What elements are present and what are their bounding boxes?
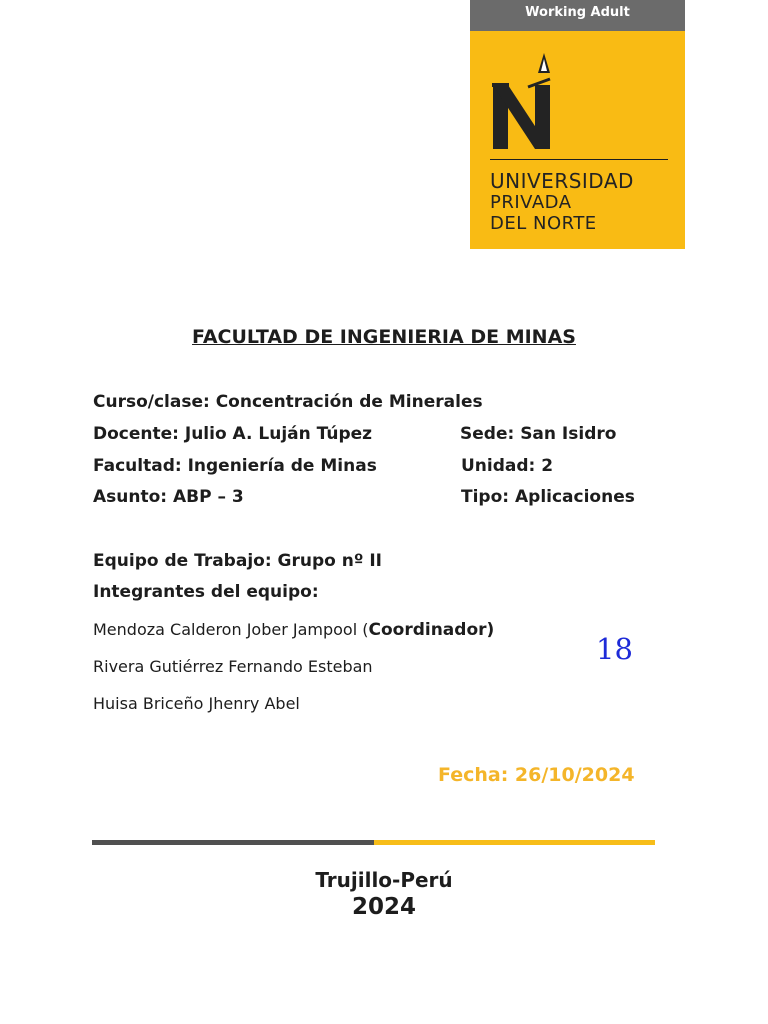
facultad-field: Facultad: Ingeniería de Minas [93,456,377,476]
year-label: 2024 [351,894,416,920]
equipo-field: Equipo de Trabajo: Grupo nº II [93,551,383,571]
member-1 [93,620,494,640]
member-2: Rivera Gutiérrez Fernando Esteban [93,657,373,676]
page-title: FACULTAD DE INGENIERIA DE MINAS [192,326,576,348]
grade-mark: 18 [596,632,633,666]
logo-n-emblem-icon [488,51,578,155]
logo-divider [490,159,668,160]
divider-gray [92,840,374,845]
divider-yellow [374,840,655,845]
logo-badge: Working Adult [470,0,685,31]
member-3: Huisa Briceño Jhenry Abel [93,694,300,713]
logo-line-1: UNIVERSIDAD [490,169,634,193]
tipo-field: Tipo: Aplicaciones [461,487,635,507]
asunto-field: Asunto: ABP – 3 [93,487,244,507]
curso-field: Curso/clase: Concentración de Minerales [93,392,483,412]
logo-line-2: PRIVADA [490,192,572,213]
sede-field: Sede: San Isidro [460,424,617,444]
university-logo [470,0,685,249]
logo-wordmark [490,171,634,234]
docente-field: Docente: Julio A. Luján Túpez [93,424,373,444]
logo-body [470,31,685,249]
date-field: Fecha: 26/10/2024 [438,764,635,786]
member-1-role: Coordinador) [368,620,495,640]
city-label: Trujillo-Perú [315,868,453,892]
unidad-field: Unidad: 2 [461,456,554,476]
member-1-name: Mendoza Calderon Jober Jampool ( [93,620,369,639]
logo-line-3: DEL NORTE [490,213,597,234]
integrantes-label: Integrantes del equipo: [93,582,319,602]
